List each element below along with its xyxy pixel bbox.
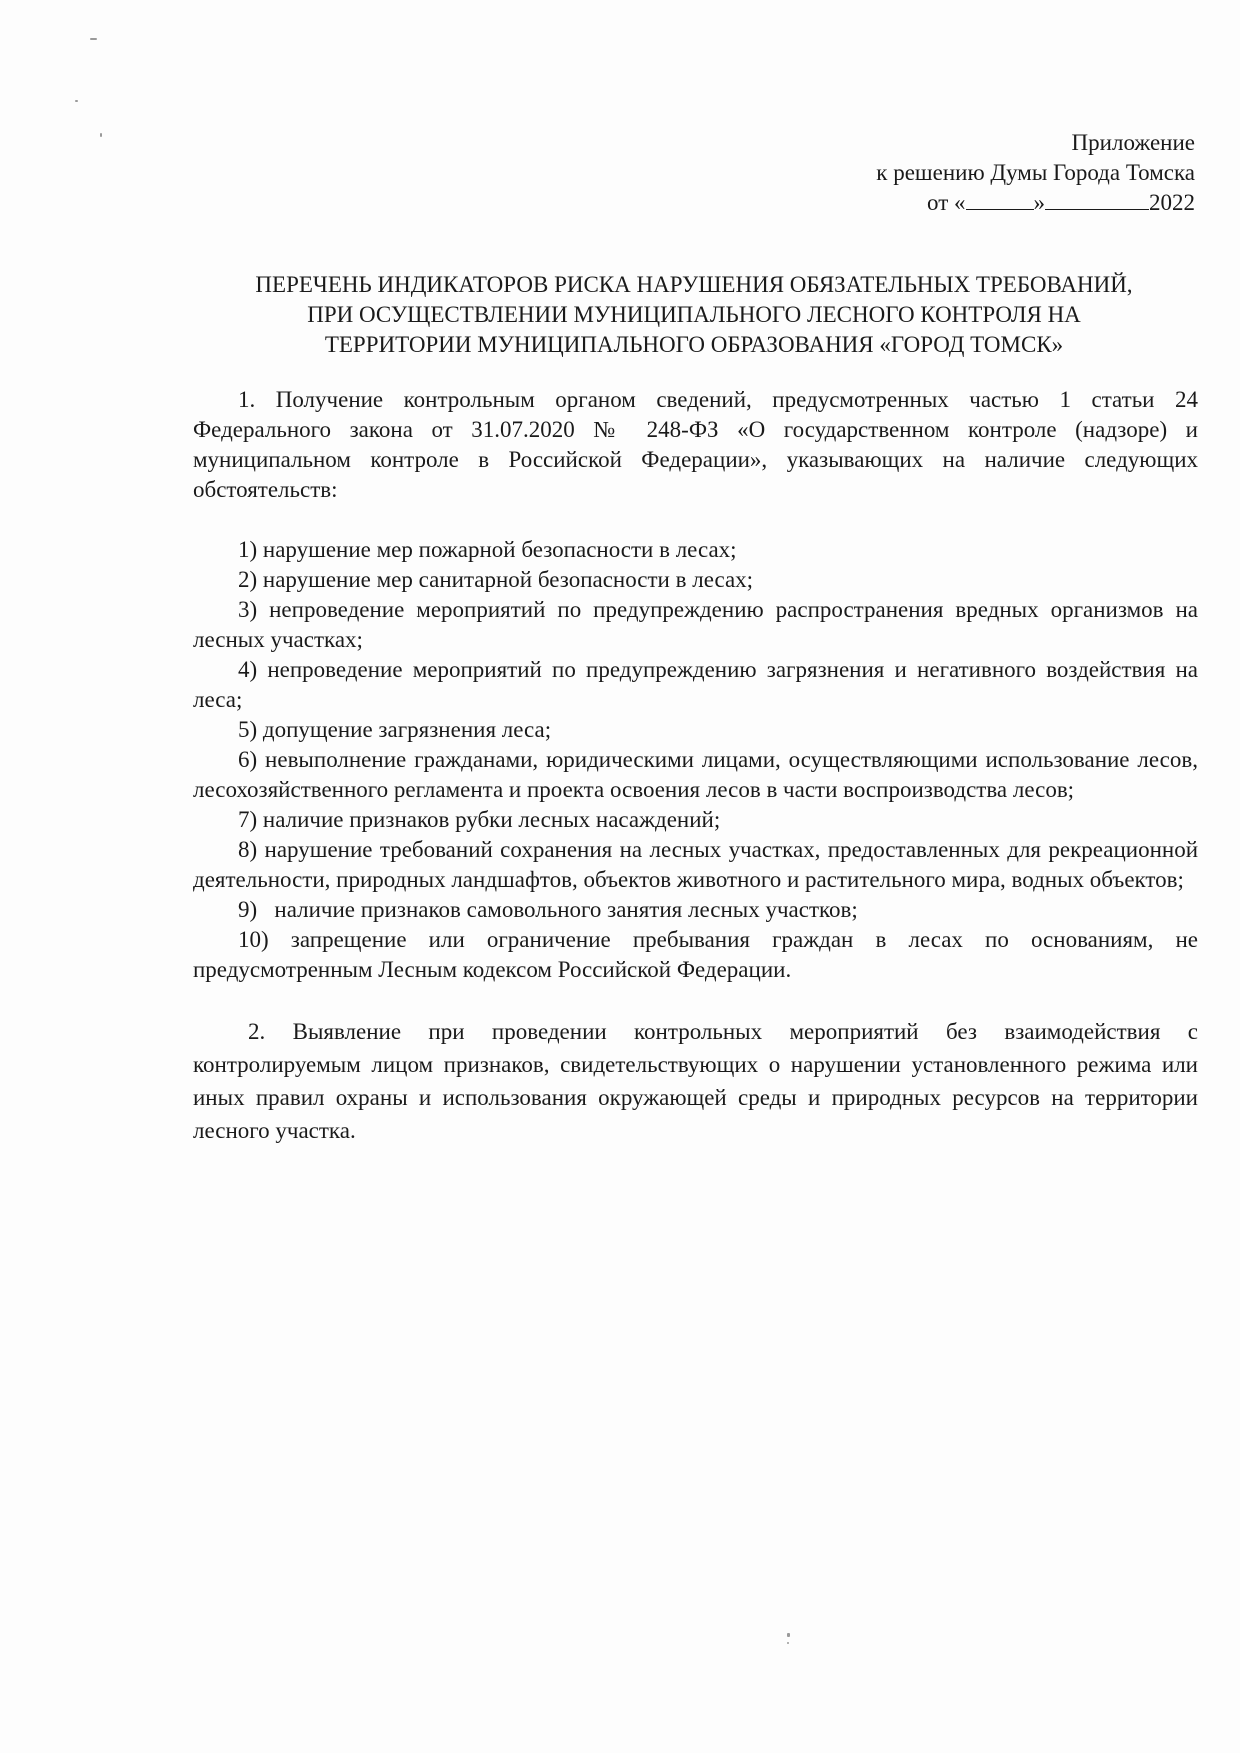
- list-item: 9) наличие признаков самовольного занятия лесных участков;: [238, 897, 858, 922]
- section-2-text: 2. Выявление при проведении контрольных мероприятий без взаимодействия с контролируемым лицом признаков, свидетельствующих о нарушении установленного режима или иных правил охраны и использования окружающей среды и природных ресурсов на территории лесного участка.: [193, 1019, 1198, 1143]
- list-item: 8) нарушение требований сохранения на лесных участках, предоставленных для рекреационной деятельности, природных ландшафтов, объектов животного и растительного мира, водных объектов;: [193, 837, 1198, 892]
- scan-speck: [100, 133, 102, 137]
- date-prefix: от «: [927, 190, 966, 215]
- list-item: 6) невыполнение гражданами, юридическими лицами, осуществляющими использование лесов, лесохозяйственного регламента и проекта освоения лесов в части воспроизводства лесов;: [193, 747, 1198, 802]
- title-line-2: ПРИ ОСУЩЕСТВЛЕНИИ МУНИЦИПАЛЬНОГО ЛЕСНОГО КОНТРОЛЯ НА: [307, 302, 1081, 327]
- list-item: 2) нарушение мер санитарной безопасности в лесах;: [238, 567, 754, 592]
- scan-speck: [787, 1642, 789, 1644]
- date-quote: »: [1033, 190, 1045, 215]
- appendix-label: Приложение: [1071, 130, 1195, 155]
- list-item: 10) запрещение или ограничение пребывания граждан в лесах по основаниям, не предусмотренным Лесным кодексом Российской Федерации.: [193, 927, 1198, 982]
- title-line-1: ПЕРЕЧЕНЬ ИНДИКАТОРОВ РИСКА НАРУШЕНИЯ ОБЯЗАТЕЛЬНЫХ ТРЕБОВАНИЙ,: [255, 272, 1133, 297]
- risk-indicator-list: [193, 535, 1198, 985]
- scan-speck: [90, 38, 97, 40]
- list-item: 3) непроведение мероприятий по предупреждению распространения вредных организмов на лесных участках;: [193, 597, 1198, 652]
- decision-reference: к решению Думы Города Томска: [876, 160, 1195, 185]
- scan-speck: [75, 100, 78, 102]
- day-blank: [966, 189, 1034, 210]
- month-blank: [1045, 189, 1149, 210]
- appendix-header: [876, 128, 1195, 218]
- title-line-3: ТЕРРИТОРИИ МУНИЦИПАЛЬНОГО ОБРАЗОВАНИЯ «ГОРОД ТОМСК»: [324, 332, 1064, 357]
- scan-speck: [787, 1633, 790, 1637]
- document-body: [193, 385, 1198, 1147]
- list-item: 4) непроведение мероприятий по предупреждению загрязнения и негативного воздействия на леса;: [193, 657, 1198, 712]
- decision-date: [876, 188, 1195, 218]
- list-item: 7) наличие признаков рубки лесных насаждений;: [238, 807, 721, 832]
- date-year: 2022: [1149, 190, 1195, 215]
- list-item: 1) нарушение мер пожарной безопасности в лесах;: [238, 537, 737, 562]
- document-title: [190, 270, 1198, 360]
- section-1-intro: 1. Получение контрольным органом сведений, предусмотренных частью 1 статьи 24 Федерального закона от 31.07.2020 № 248-ФЗ «О государственном контроле (надзоре) и муниципальном контроле в Российской Федерации», указывающих на наличие следующих обстоятельств:: [193, 387, 1198, 502]
- list-item: 5) допущение загрязнения леса;: [238, 717, 552, 742]
